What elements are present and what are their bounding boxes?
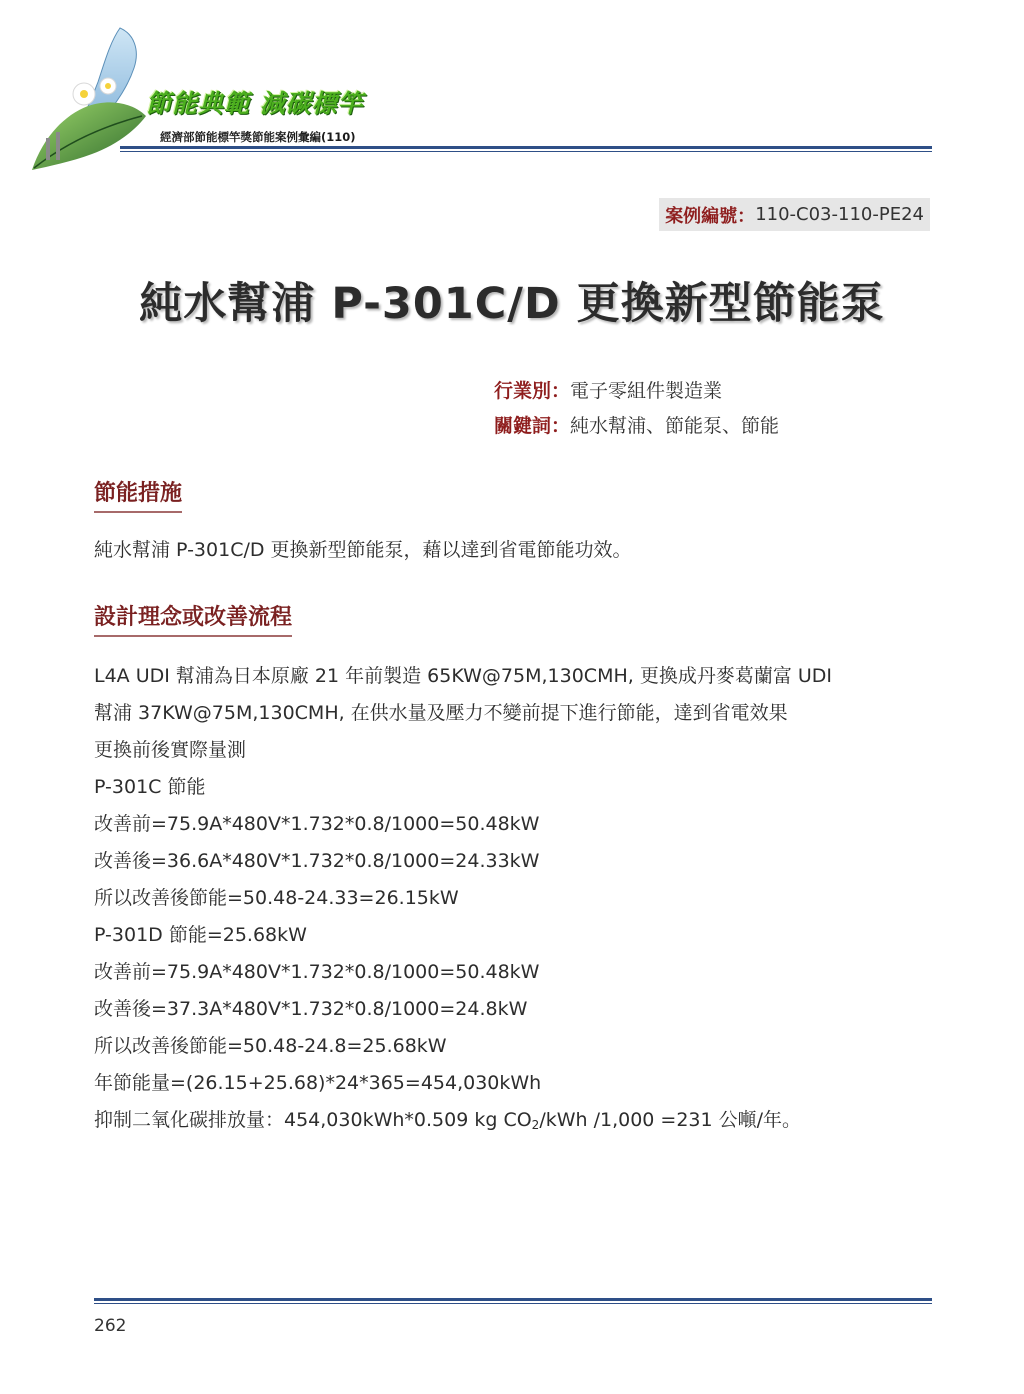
design-line: P-301C 節能 xyxy=(94,776,206,798)
taiwan-leaf-logo xyxy=(22,20,152,180)
co2-line-part1: 抑制二氧化碳排放量：454,030kWh*0.509 kg CO xyxy=(94,1109,532,1131)
keywords-value: 純水幫浦、節能泵、節能 xyxy=(570,415,780,437)
design-heading: 設計理念或改善流程 xyxy=(94,600,292,637)
industry-value: 電子零組件製造業 xyxy=(570,380,723,402)
brand-title: 節能典範 減碳標竿 xyxy=(146,89,364,118)
design-line: 幫浦 37KW@75M,130CMH, 在供水量及壓力不變前提下進行節能，達到省電效果 xyxy=(94,702,788,724)
design-line: 改善前=75.9A*480V*1.732*0.8/1000=50.48kW xyxy=(94,813,540,835)
case-number-label: 案例編號： xyxy=(665,205,756,227)
brand-subtitle: 經濟部節能標竿獎節能案例彙編(110) xyxy=(160,130,356,144)
co2-line-part2: /kWh /1,000 =231 公噸/年。 xyxy=(539,1109,802,1131)
industry-row xyxy=(494,376,722,403)
header-divider-thin xyxy=(120,151,932,152)
design-line: 改善前=75.9A*480V*1.732*0.8/1000=50.48kW xyxy=(94,961,540,983)
page-number: 262 xyxy=(94,1316,127,1336)
design-line: 改善後=37.3A*480V*1.732*0.8/1000=24.8kW xyxy=(94,998,528,1020)
design-line: 年節能量=(26.15+25.68)*24*365=454,030kWh xyxy=(94,1072,542,1094)
co2-subscript: 2 xyxy=(531,1118,540,1132)
footer-divider xyxy=(94,1298,932,1301)
design-line: L4A UDI 幫浦為日本原廠 21 年前製造 65KW@75M,130CMH, 更換成丹麥葛蘭富 UDI xyxy=(94,665,833,687)
footer-divider-thin xyxy=(94,1303,932,1304)
measures-heading: 節能措施 xyxy=(94,476,182,513)
case-number-badge xyxy=(659,198,930,231)
design-line: P-301D 節能=25.68kW xyxy=(94,924,307,946)
case-number-value: 110-C03-110-PE24 xyxy=(755,204,924,225)
keywords-label: 關鍵詞： xyxy=(494,415,571,437)
design-line: 更換前後實際量測 xyxy=(94,739,247,761)
design-line: 改善後=36.6A*480V*1.732*0.8/1000=24.33kW xyxy=(94,850,540,872)
design-line: 所以改善後節能=50.48-24.8=25.68kW xyxy=(94,1035,447,1057)
design-body xyxy=(94,658,934,1139)
measures-text: 純水幫浦 P-301C/D 更換新型節能泵，藉以達到省電節能功效。 xyxy=(94,539,632,561)
keywords-row xyxy=(494,411,779,438)
industry-label: 行業別： xyxy=(494,380,571,402)
page-title: 純水幫浦 P-301C/D 更換新型節能泵 xyxy=(139,279,885,329)
design-line: 所以改善後節能=50.48-24.33=26.15kW xyxy=(94,887,459,909)
co2-line xyxy=(94,1102,934,1139)
header-divider xyxy=(120,146,932,149)
